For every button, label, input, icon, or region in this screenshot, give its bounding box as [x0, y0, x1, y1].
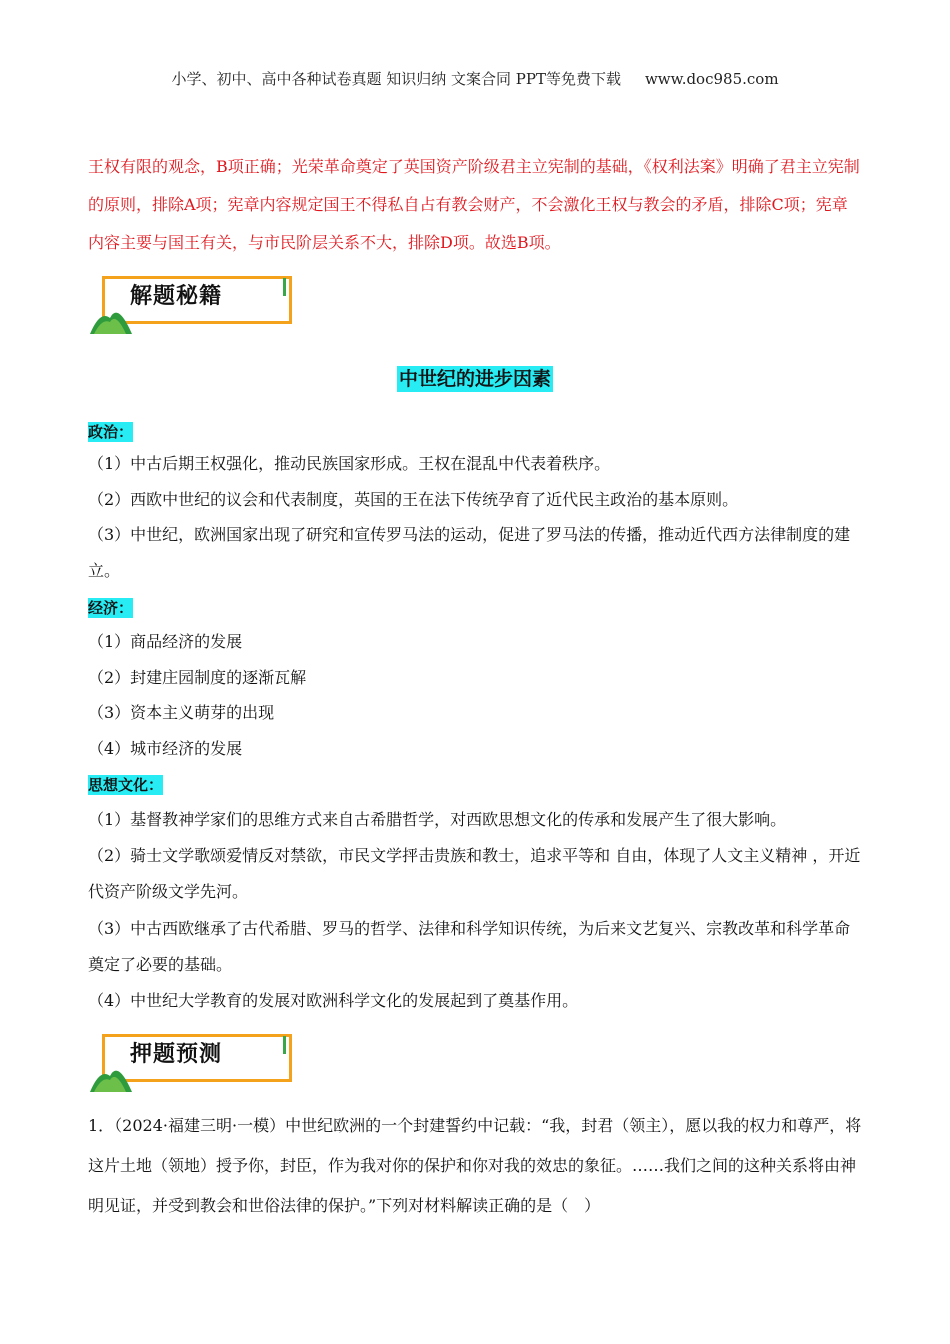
header-site[interactable]: www.doc985.com: [644, 70, 779, 88]
page-header: [0, 68, 950, 89]
list-item: （1）商品经济的发展: [88, 632, 243, 651]
banner-tick: [283, 1036, 286, 1054]
answer-explanation: 王权有限的观念，B项正确；光荣革命奠定了英国资产阶级君主立宪制的基础，《权利法案》明确了君主立宪制的原则，排除A项；宪章内容规定国王不得私自占有教会财产，不会激化王权与教会的矛盾，排除C项；宪章内容主要与国王有关，与市民阶层关系不大，排除D项。故选B项。: [88, 157, 860, 252]
section-title: [0, 364, 950, 391]
list-item: （3）资本主义萌芽的出现: [88, 703, 275, 722]
section-heading-culture: [88, 767, 863, 803]
list-item: （2）骑士文学歌颂爱情反对禁欲，市民文学抨击贵族和教士，追求平等和 自由，体现了人文主义精神 ，开近代资产阶级文学先河。: [88, 846, 861, 901]
banner-tick: [283, 278, 286, 296]
banner-label: 押题预测: [130, 1042, 223, 1067]
heading-text: 思想文化：: [88, 776, 164, 794]
list-item: （2）西欧中世纪的议会和代表制度，英国的王在法下传统孕育了近代民主政治的基本原则。: [88, 490, 739, 509]
section-heading-economy: [88, 590, 863, 626]
header-text: 小学、初中、高中各种试卷真题 知识归纳 文案合同 PPT等免费下载: [171, 70, 621, 88]
list-item: （4）中世纪大学教育的发展对欧洲科学文化的发展起到了奠基作用。: [88, 991, 579, 1010]
list-item: （1）基督教神学家们的思维方式来自古希腊哲学，对西欧思想文化的传承和发展产生了很大影响。: [88, 810, 787, 829]
tips-banner: [88, 272, 298, 332]
prediction-banner: [88, 1030, 298, 1090]
list-item: （4）城市经济的发展: [88, 739, 243, 758]
list-item: （2）封建庄园制度的逐渐瓦解: [88, 668, 307, 687]
banner-label: 解题秘籍: [130, 284, 223, 309]
heading-text: 政治：: [88, 423, 134, 441]
heading-text: 经济：: [88, 599, 134, 617]
list-item: （3）中世纪，欧洲国家出现了研究和宣传罗马法的运动，促进了罗马法的传播，推动近代西方法律制度的建立。: [88, 525, 851, 580]
section-title-text: 中世纪的进步因素: [398, 368, 551, 390]
list-item: （1）中古后期王权强化，推动民族国家形成。王权在混乱中代表着秩序。: [88, 454, 611, 473]
section-heading-politics: [88, 414, 863, 450]
question-text: 1．（2024·福建三明·一模）中世纪欧洲的一个封建誓约中记载：“我，封君（领主），愿以我的权力和尊严，将这片土地（领地）授予你，封臣，作为我对你的保护和你对我的效忠的象征。……我们之间的这种关系将由神明见证，并受到教会和世俗法律的保护。”下列对材料解读正确的是（ ）: [88, 1116, 862, 1215]
list-item: （3）中古西欧继承了古代希腊、罗马的哲学、法律和科学知识传统，为后来文艺复兴、宗教改革和科学革命奠定了必要的基础。: [88, 919, 851, 974]
